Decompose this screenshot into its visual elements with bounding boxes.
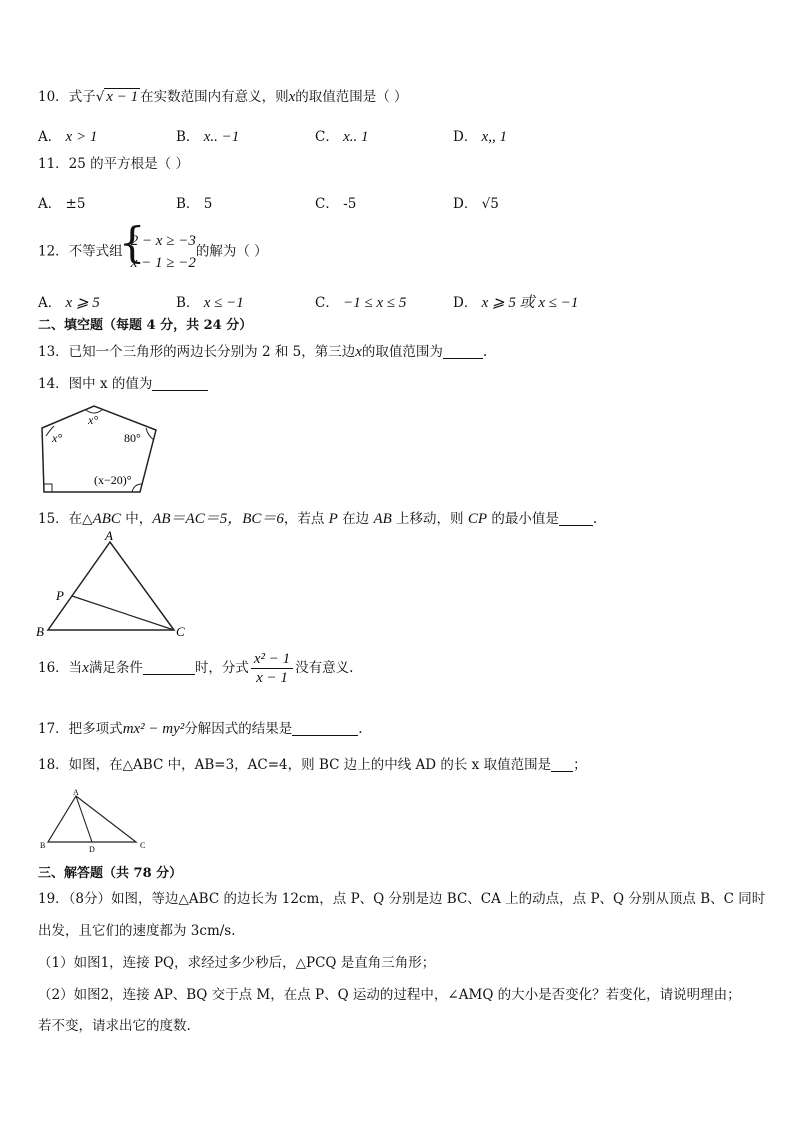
- q17-stem: 17．把多项式mx² − my²分解因式的结果是 .: [38, 721, 363, 737]
- vertex-label-b: B: [40, 841, 46, 850]
- q11-stem: 11．25 的平方根是（ ）: [38, 156, 189, 172]
- answer-blank[interactable]: [292, 721, 358, 736]
- vertex-label-d: D: [89, 845, 95, 854]
- q16-stem: 16．当x满足条件 时，分式 $\frac{\text{x² − 1}}{x - 1}$ 没有意义.: [38, 651, 354, 686]
- vertex-label-b: B: [36, 624, 44, 639]
- section-title-solutions: 三、解答题（共 78 分）: [38, 866, 183, 881]
- vertex-label-a: A: [73, 788, 79, 797]
- q11-option-b[interactable]: B． 5: [176, 196, 213, 212]
- vertex-label-p: P: [56, 588, 64, 603]
- q10-option-a[interactable]: A． x > 1: [38, 129, 98, 145]
- q19-line-5: 若不变，请求出它的度数.: [38, 1018, 191, 1034]
- q13-stem: 13．已知一个三角形的两边长分别为 2 和 5，第三边x的取值范围为 .: [38, 344, 488, 360]
- q19-line-3: （1）如图1，连接 PQ，求经过多少秒后，△PCQ 是直角三角形；: [38, 955, 436, 971]
- q14-stem: 14．图中 x 的值为: [38, 376, 208, 392]
- section-title-fill-in: 二、填空题（每题 4 分，共 24 分）: [38, 318, 253, 333]
- vertex-label-c: C: [176, 624, 185, 639]
- q19-line-1: 19．（8分）如图，等边△ABC 的边长为 12cm，点 P、Q 分别是边 BC、CA 上的动点，点 P、Q 分别从顶点 B、C 同时: [38, 891, 766, 907]
- answer-blank[interactable]: [143, 660, 195, 675]
- angle-label-bottom: (x−20)°: [94, 473, 132, 487]
- q15-stem: 15．在△ABC 中，AB＝AC＝5，BC＝6，若点 P 在边 AB 上移动，则 CP 的最小值是 .: [38, 511, 598, 527]
- q10-option-d[interactable]: D． x,, 1: [453, 129, 508, 145]
- angle-label-left: x°: [52, 431, 63, 445]
- vertex-label-a: A: [105, 528, 113, 543]
- q12-stem: 12．不等式组 { 2 − x ≥ −3 x − 1 ≥ −2 的解为（ ）: [38, 230, 268, 274]
- q12-option-b[interactable]: B． x ≤ −1: [176, 295, 244, 311]
- q11-option-c[interactable]: C． -5: [315, 196, 357, 212]
- q10-option-c[interactable]: C． x.. 1: [315, 129, 369, 145]
- q12-option-c[interactable]: C． −1 ≤ x ≤ 5: [315, 295, 407, 311]
- q12-option-a[interactable]: A． x ⩾ 5: [38, 295, 100, 311]
- answer-blank[interactable]: [443, 344, 483, 359]
- q10-stem: 10．式子√ x − 1 在实数范围内有意义，则x的取值范围是（ ）: [38, 89, 408, 105]
- q11-option-a[interactable]: A． ±5: [38, 196, 86, 212]
- inequality-system: { 2 − x ≥ −3 x − 1 ≥ −2: [118, 218, 196, 271]
- q19-line-2: 出发，且它们的速度都为 3cm/s.: [38, 923, 236, 939]
- angle-label-top: x°: [88, 413, 99, 427]
- q19-line-4: （2）如图2，连接 AP、BQ 交于点 M，在点 P、Q 运动的过程中，∠AMQ 的大小是否变化？若变化，请说明理由；: [38, 987, 741, 1003]
- q10-option-b[interactable]: B． x.. −1: [176, 129, 240, 145]
- q11-option-d[interactable]: D． √5: [453, 196, 499, 212]
- fraction-expression: $\frac{\text{x² − 1}}{x - 1}$: [251, 650, 293, 687]
- q12-option-d[interactable]: D． x ⩾ 5 或 x ≤ −1: [453, 295, 579, 311]
- answer-blank[interactable]: [559, 511, 593, 526]
- vertex-label-c: C: [140, 841, 146, 850]
- answer-blank[interactable]: [551, 757, 573, 772]
- q18-stem: 18．如图，在△ABC 中，AB=3，AC=4，则 BC 边上的中线 AD 的长 x 取值范围是 ；: [38, 757, 587, 773]
- pentagon-figure: [36, 400, 162, 500]
- angle-label-right: 80°: [124, 431, 141, 445]
- triangle-median-figure: [36, 786, 156, 854]
- sqrt-expression: √ x − 1: [95, 89, 139, 105]
- answer-blank[interactable]: [152, 376, 208, 391]
- triangle-abc-figure: [34, 528, 194, 640]
